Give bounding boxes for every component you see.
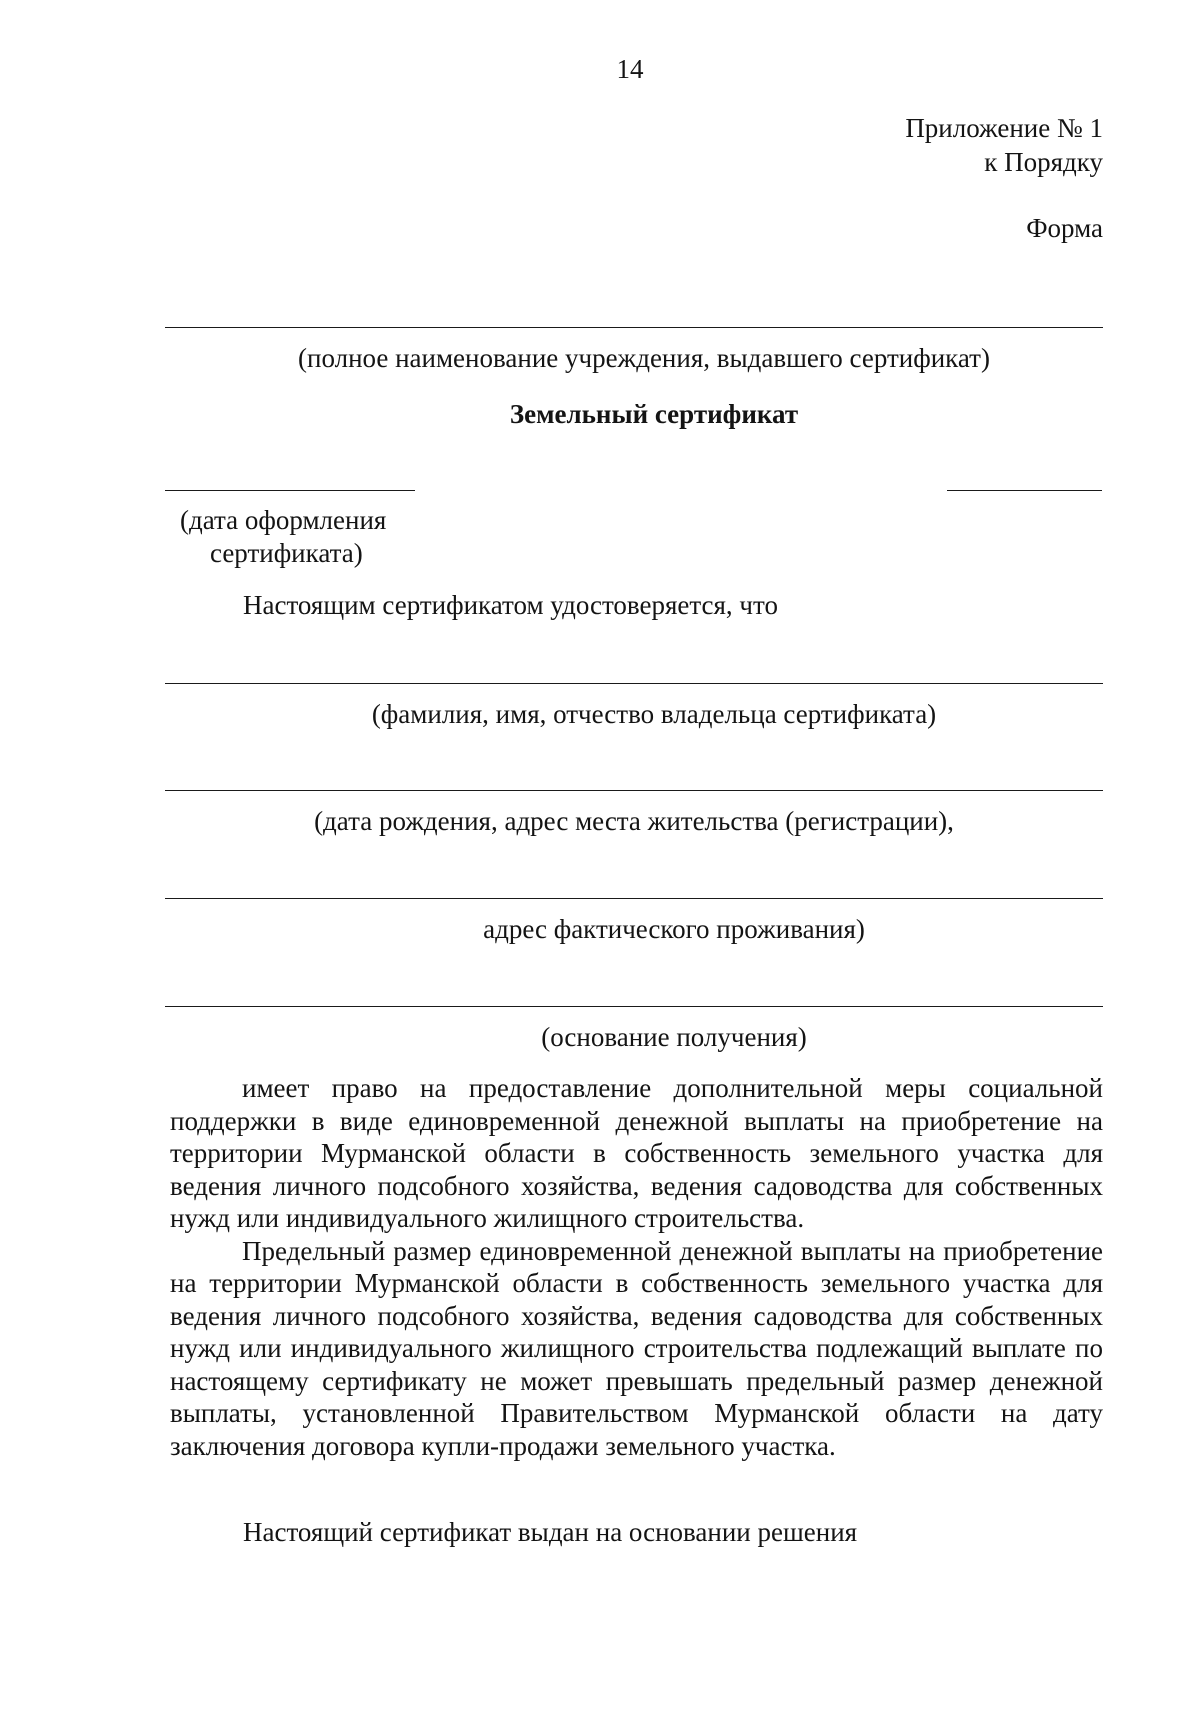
institution-name-line (165, 327, 1103, 328)
certificate-body (170, 1072, 1103, 1462)
birth-address-caption: (дата рождения, адрес места жительства (регистрации), (314, 806, 954, 836)
certificate-title: Земельный сертификат (509, 399, 799, 429)
issue-date-caption-line2: сертификата) (210, 538, 363, 568)
owner-name-caption: (фамилия, имя, отчество владельца сертификата) (371, 699, 937, 729)
issue-date-line (165, 490, 415, 491)
basis-caption: (основание получения) (541, 1022, 807, 1052)
order-reference: к Порядку (984, 147, 1103, 177)
basis-line (165, 1006, 1103, 1007)
payment-limit-paragraph: Предельный размер единовременной денежной выплаты на приобретение на территории Мурманской области в собственность земельного участка для ведения личного подсобного хозяйства, ведения садоводства для собственных нужд или индивидуального жилищного строительства подлежащий выплате по настоящему сертификату не может превышать предельный размер денежной выплаты, установленной Правительством Мурманской области на дату заключения договора купли-продажи земельного участка. (170, 1235, 1103, 1461)
page-number: 14 (616, 54, 644, 84)
actual-address-line (165, 898, 1103, 899)
actual-address-caption: адрес фактического проживания) (483, 914, 865, 944)
birth-address-line (165, 790, 1103, 791)
form-label: Форма (1026, 213, 1103, 243)
issue-date-caption-line1: (дата оформления (180, 505, 387, 535)
appendix-label: Приложение № 1 (905, 113, 1103, 143)
certificate-number-line (947, 490, 1102, 491)
certify-text: Настоящим сертификатом удостоверяется, что (243, 590, 778, 620)
owner-name-line (165, 683, 1103, 684)
entitlement-paragraph: имеет право на предоставление дополнительной меры социальной поддержки в виде единовременной денежной выплаты на приобретение на территории Мурманской области в собственность земельного участка для ведения личного подсобного хозяйства, ведения садоводства для собственных нужд или индивидуального жилищного строительства. (170, 1073, 1103, 1233)
issued-basis-text: Настоящий сертификат выдан на основании решения (243, 1517, 858, 1547)
institution-caption: (полное наименование учреждения, выдавшего сертификат) (298, 343, 990, 373)
